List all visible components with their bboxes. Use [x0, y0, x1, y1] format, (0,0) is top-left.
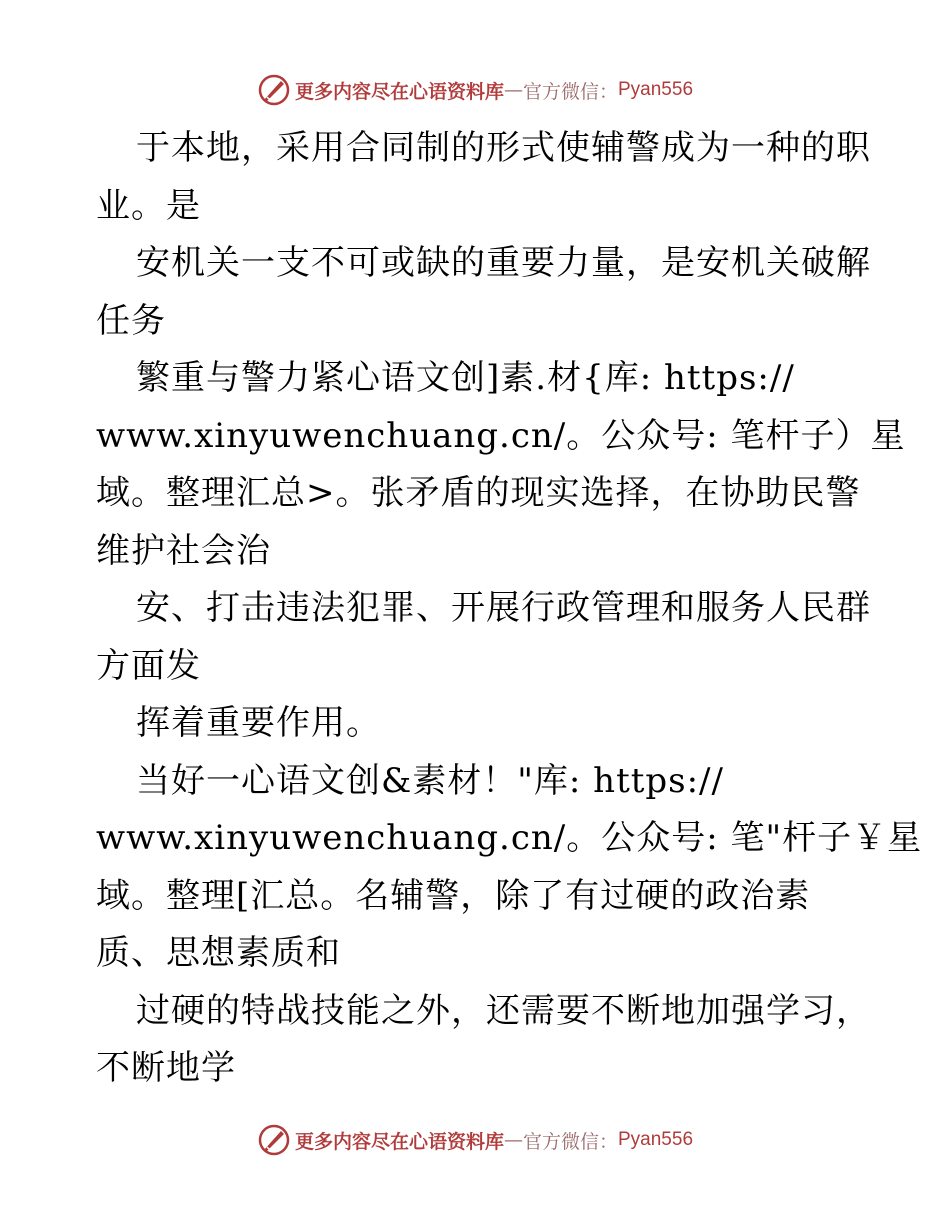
text-line: www.xinyuwenchuang.cn/。公众号: 笔"杆子￥星 [96, 818, 923, 858]
text-line: 质、思想素质和 [96, 933, 341, 973]
header-dash: — [503, 79, 523, 101]
text-line: 过硬的特战技能之外，还需要不断地加强学习， [136, 990, 871, 1031]
text-line: 繁重与警力紧心语文创]素.材{库: https:// [136, 358, 795, 398]
footer-banner [0, 1120, 950, 1160]
text-line: 维护社会治 [96, 530, 271, 571]
text-line: 于本地，采用合同制的形式使辅警成为一种的职 [136, 128, 871, 168]
text-line: 不断地学 [96, 1048, 236, 1088]
header-title: 更多内容尽在心语资料库 [294, 80, 504, 103]
quill-logo-icon [257, 1123, 291, 1157]
footer-wechat-id: Pyan556 [618, 1129, 694, 1150]
text-line: 安、打击违法犯罪、开展行政管理和服务人民群 [136, 588, 871, 628]
text-line: 域。整理汇总>。张矛盾的现实选择，在协助民警 [96, 473, 861, 513]
text-line: www.xinyuwenchuang.cn/。公众号: 笔杆子）星 [96, 415, 906, 456]
text-line: 域。整理[汇总。名辅警，除了有过硬的政治素 [96, 875, 811, 916]
quill-logo-icon [257, 73, 291, 107]
text-line: 当好一心语文创&素材！"库: https:// [136, 760, 724, 801]
footer-wechat-label: 官方微信： [522, 1130, 618, 1153]
text-line: 挥着重要作用。 [136, 703, 381, 743]
footer-dash: — [503, 1129, 523, 1151]
header-wechat-id: Pyan556 [618, 79, 694, 100]
text-line: 任务 [96, 300, 166, 341]
text-line: 业。是 [96, 185, 201, 226]
text-line: 方面发 [96, 645, 201, 686]
header-wechat-label: 官方微信： [522, 80, 618, 103]
header-banner [0, 70, 950, 110]
text-line: 安机关一支不可或缺的重要力量，是安机关破解 [136, 243, 871, 283]
footer-title: 更多内容尽在心语资料库 [294, 1130, 504, 1153]
document-body [96, 120, 923, 1098]
